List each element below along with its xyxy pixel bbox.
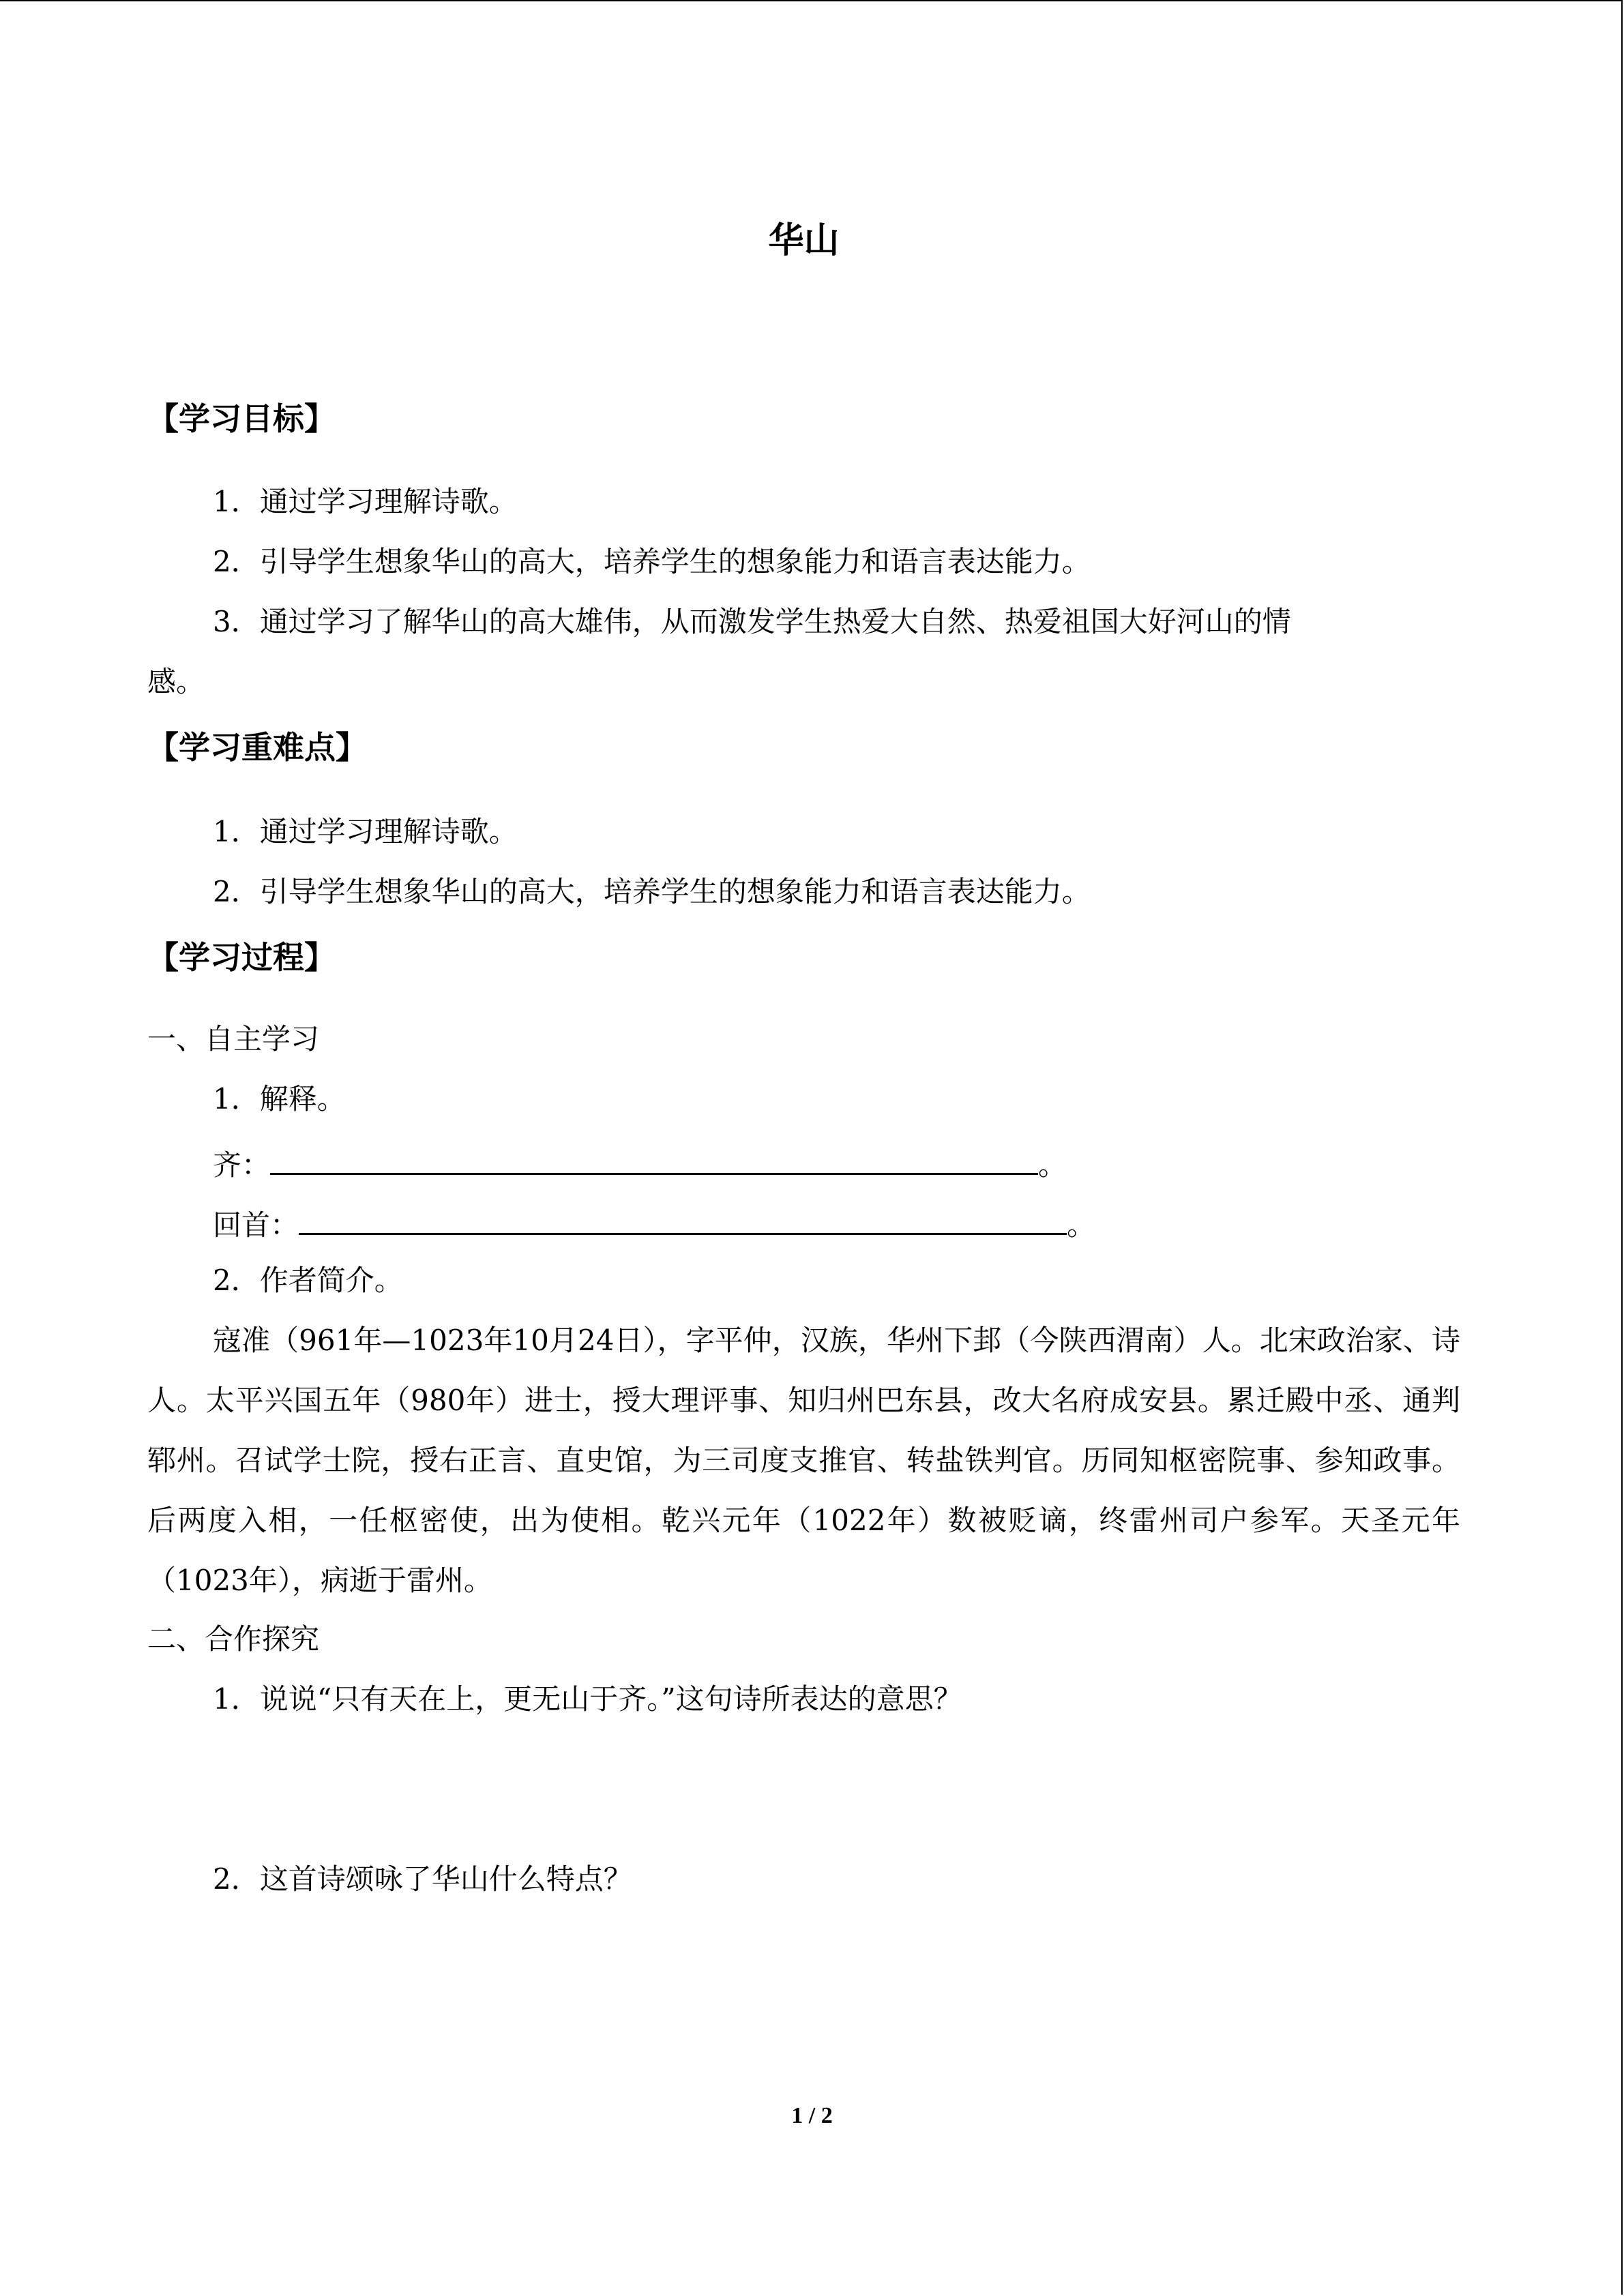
page-title: 华山 [768,220,840,261]
discussion-question-1: 1．说说“只有天在上，更无山于齐。”这句诗所表达的意思？ [213,1682,962,1716]
term-qi-end: 。 [1038,1148,1067,1182]
objective-item-3: 3．通过学习了解华山的高大雄伟，从而激发学生热爱大自然、热爱祖国大好河山的情 [213,605,1291,638]
key-point-item-2: 2．引导学生想象华山的高大，培养学生的想象能力和语言表达能力。 [213,875,1091,908]
objectives-heading: 【学习目标】 [147,400,336,437]
author-intro-question: 2．作者简介。 [213,1264,403,1297]
term-qi-label: 齐： [213,1148,271,1182]
term-huishou-row [213,1203,1095,1246]
cooperative-study-title: 二、合作探究 [147,1622,320,1656]
key-point-item-1: 1．通过学习理解诗歌。 [213,815,518,848]
page-number: 1 / 2 [791,2103,833,2128]
term-qi-answer-blank[interactable] [270,1143,1038,1175]
objective-item-2: 2．引导学生想象华山的高大，培养学生的想象能力和语言表达能力。 [213,545,1091,578]
term-huishou-end: 。 [1067,1208,1096,1242]
objective-item-3-continued: 感。 [147,665,205,698]
self-study-title: 一、自主学习 [147,1022,320,1056]
process-heading: 【学习过程】 [147,939,336,976]
explain-question: 1．解释。 [213,1082,346,1116]
discussion-question-2: 2．这首诗颂咏了华山什么特点？ [213,1862,632,1896]
author-biography: 寇准（961年—1023年10月24日），字平仲，汉族，华州下邽（今陕西渭南）人。北宋政治家、诗人。太平兴国五年（980年）进士，授大理评事、知归州巴东县，改大名府成安县。累迁殿中丞、通判郓州。召试学士院，授右正言、直史馆，为三司度支推官、转盐铁判官。历同知枢密院事、参知政事。后两度入相，一任枢密使，出为使相。乾兴元年（1022年）数被贬谪，终雷州司户参军。天圣元年（1023年），病逝于雷州。 [147,1324,1460,1597]
term-qi-row [213,1143,1067,1186]
key-points-heading: 【学习重难点】 [147,729,367,766]
term-huishou-answer-blank[interactable] [299,1203,1067,1235]
objective-item-1: 1．通过学习理解诗歌。 [213,485,518,518]
term-huishou-label: 回首： [213,1208,299,1242]
